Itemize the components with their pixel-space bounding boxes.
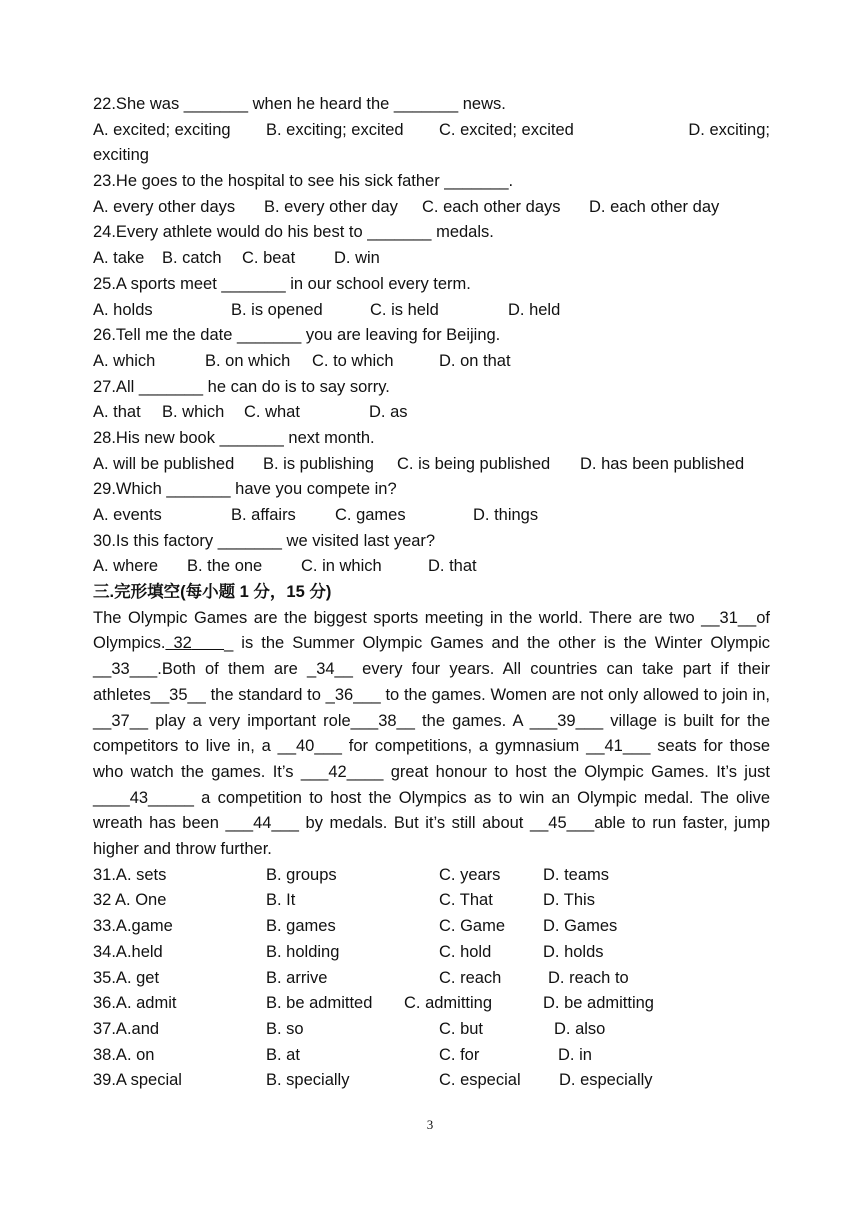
option-c: C. hold [439,942,492,961]
option-d: D. has been published [580,454,745,473]
cloze-options-row [93,1017,770,1043]
option-b: B. at [266,1045,300,1064]
option-b: B. games [266,917,336,936]
option-c: C. admitting [404,994,493,1013]
option-c: C. in which [301,557,382,576]
option-c: C. is held [370,300,439,319]
option-b: B. exciting; excited [266,120,404,139]
question-options [93,554,770,580]
option-b: B. which [162,403,225,422]
option-d: D. on that [439,351,511,370]
option-b: B. on which [205,351,291,370]
option-d: D. things [473,506,539,524]
option-b: B. groups [266,865,337,884]
question-stem: 22.She was _______ when he heard the _______ news. [93,95,506,113]
option-d: D. holds [543,942,604,961]
option-a: A. holds [93,300,153,319]
question-stem: 25.A sports meet _______ in our school every term. [93,274,471,293]
option-d: D. teams [543,865,610,884]
option-b: B. is opened [231,300,323,319]
option-b: B. the one [187,557,263,576]
option-a: A. that [93,403,141,422]
option-b: B. affairs [231,506,296,524]
question-options [93,452,770,478]
cloze-options-row [93,888,770,914]
option-a: 31.A. sets [93,865,167,884]
question-stem: 27.All _______ he can do is to say sorry. [93,377,390,396]
option-a: A. every other days [93,197,236,216]
option-b: B. holding [266,942,340,961]
cloze-options-row [93,991,770,1017]
option-c: C. beat [242,249,296,268]
question-stem: 24.Every athlete would do his best to _______ medals. [93,223,494,242]
option-b: B. so [266,1019,304,1038]
option-a: 34.A.held [93,942,163,961]
option-c: C. years [439,865,501,884]
option-a: A. where [93,557,159,576]
option-d: D. also [554,1019,606,1038]
option-c: C. but [439,1019,484,1038]
option-c: C. especial [439,1071,521,1090]
cloze-passage [93,606,770,863]
option-b: B. is publishing [263,454,374,473]
option-a: 37.A.and [93,1019,160,1038]
cloze-options-row [93,1068,770,1094]
question-stem: 29.Which _______ have you compete in? [93,480,397,499]
cloze-options-row [93,1043,770,1069]
option-d: D. This [543,891,595,910]
option-d: D. reach to [548,968,629,987]
option-d: D. exciting; [688,120,770,139]
question-options [93,246,770,272]
option-d: D. held [508,300,561,319]
question-options [93,118,770,144]
question-stem: 30.Is this factory _______ we visited last year? [93,531,436,550]
option-a: A. which [93,351,156,370]
section-title: 三.完形填空(每小题 1 分，15 分) [93,583,332,602]
option-b: B. be admitted [266,994,373,1013]
option-d: D. as [369,403,408,422]
option-c: C. for [439,1045,480,1064]
option-d: D. Games [543,917,618,936]
question-options [93,400,770,426]
option-c: C. reach [439,968,502,987]
option-b: B. every other day [264,197,398,216]
question-options [93,195,770,221]
option-c: C. Game [439,917,506,936]
option-d: D. be admitting [543,994,654,1013]
option-a: 36.A. admit [93,994,177,1013]
question-options [93,503,770,529]
cloze-options-row [93,940,770,966]
option-continuation: exciting [93,146,149,165]
question-stem: 23.He goes to the hospital to see his sick father _______. [93,172,514,191]
option-c: C. games [335,506,406,524]
option-d: D. especially [559,1071,653,1090]
option-a: A. excited; exciting [93,120,231,139]
question-stem: 28.His new book _______ next month. [93,428,375,447]
option-d: D. win [334,249,380,268]
option-d: D. in [558,1045,592,1064]
option-a: 32 A. One [93,891,167,910]
passage-text: _ is the Summer Olympic Games and the other is the Winter Olympic __33___.Both of them are _34__ every four years. All countries can take part if their athletes__35__ the standard to _36___ to the games. Women are not only allowed to join in, __37__ play a very important role___38__ the games. A ___39___ village is built for the competitors to live in, a __40___ for competitions, a gymnasium __41___ seats for those who watch the games. It’s ___42____ great honour to host the Olympic Games. It’s just ____43_____ a competition to host the Olympics as to win an Olympic medal. The olive wreath has been ___44___ by medals. But it’s still about __45___able to run faster, jump higher and throw further. [93,634,771,859]
option-c: C. to which [312,351,394,370]
option-a: 39.A special [93,1071,182,1090]
option-c: C. is being published [397,454,551,473]
blank-32: 32 [173,634,192,653]
passage-text: The Olympic Games are the biggest sports meeting in the world. There are two __31__of Olympics. [93,608,770,653]
option-b: B. catch [162,249,222,268]
question-options [93,349,770,375]
option-d: D. that [428,557,477,576]
option-c: C. what [244,403,300,422]
option-a: A. take [93,249,145,268]
option-b: B. specially [266,1071,350,1090]
cloze-options-row [93,966,770,992]
option-b: B. It [266,891,296,910]
option-c: C. That [439,891,493,910]
worksheet-page [93,92,770,1094]
question-options [93,298,770,324]
option-b: B. arrive [266,968,328,987]
option-a: 33.A.game [93,917,173,936]
option-a: 38.A. on [93,1045,155,1064]
page-number: 3 [426,1117,434,1132]
option-d: D. each other day [589,197,720,216]
option-a: A. events [93,506,162,524]
cloze-options-row [93,863,770,889]
cloze-options-row [93,914,770,940]
question-stem: 26.Tell me the date _______ you are leaving for Beijing. [93,326,501,345]
option-c: C. excited; excited [439,120,574,139]
option-a: 35.A. get [93,968,160,987]
option-a: A. will be published [93,454,235,473]
option-c: C. each other days [422,197,561,216]
